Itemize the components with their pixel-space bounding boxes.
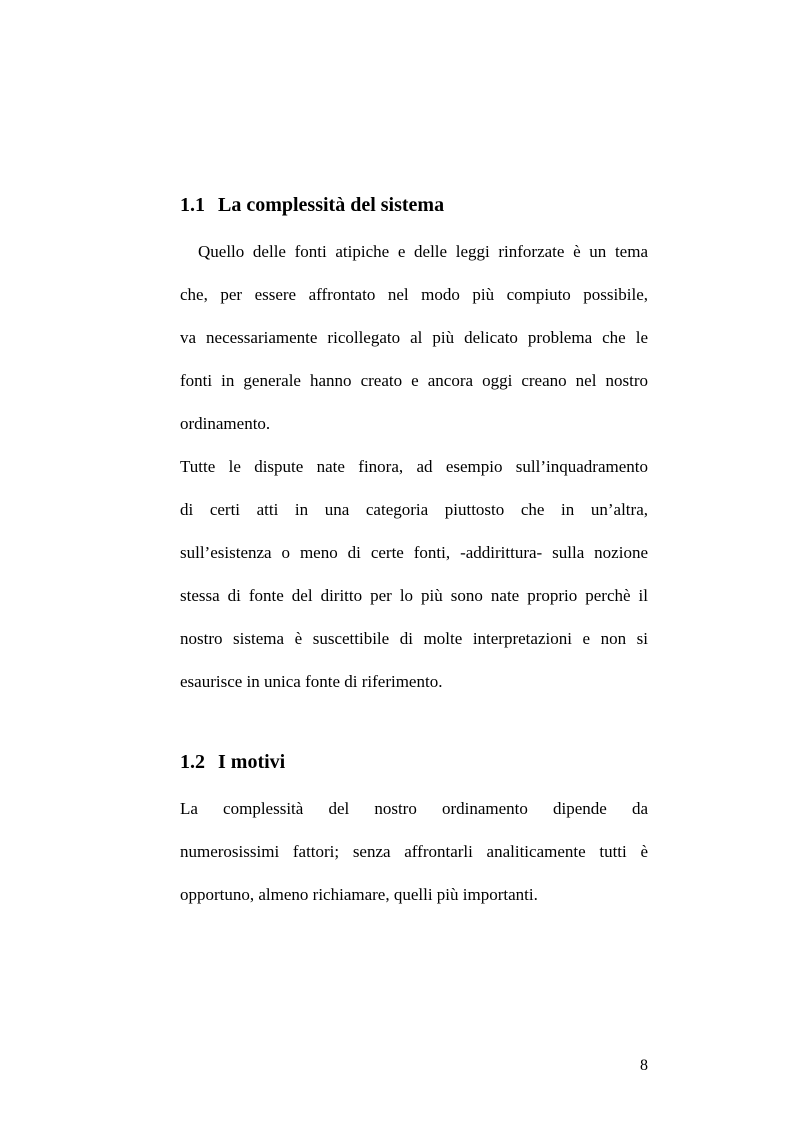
section-title: I motivi	[218, 751, 286, 773]
section-title: La complessità del sistema	[218, 194, 445, 216]
paragraph-line: di certi atti in una categoria piuttosto che in un’altra,	[180, 500, 648, 519]
section-number: 1.2	[180, 751, 205, 773]
paragraph-line: sull’esistenza o meno di certe fonti, -addirittura- sulla nozione	[180, 543, 648, 562]
paragraph-line: stessa di fonte del diritto per lo più sono nate proprio perchè il	[180, 586, 648, 605]
paragraph-line: che, per essere affrontato nel modo più compiuto possibile,	[180, 285, 648, 304]
paragraph-line: La complessità del nostro ordinamento dipende da	[180, 799, 648, 818]
paragraph-line: Quello delle fonti atipiche e delle leggi rinforzate è un tema	[198, 242, 648, 261]
paragraph-line: ordinamento.	[180, 414, 271, 433]
section-heading-1-1	[180, 194, 444, 217]
paragraph-line: nostro sistema è suscettibile di molte interpretazioni e non si	[180, 629, 648, 648]
paragraph-line: fonti in generale hanno creato e ancora oggi creano nel nostro	[180, 371, 648, 390]
paragraph-line: numerosissimi fattori; senza affrontarli analiticamente tutti è	[180, 842, 648, 861]
paragraph-line: opportuno, almeno richiamare, quelli più importanti.	[180, 885, 538, 904]
paragraph-line: esaurisce in unica fonte di riferimento.	[180, 672, 443, 691]
section-heading-1-2	[180, 751, 285, 774]
paragraph-line: Tutte le dispute nate finora, ad esempio sull’inquadramento	[180, 457, 648, 476]
section-number: 1.1	[180, 194, 205, 216]
page-number: 8	[640, 1057, 648, 1074]
paragraph-line: va necessariamente ricollegato al più delicato problema che le	[180, 328, 648, 347]
